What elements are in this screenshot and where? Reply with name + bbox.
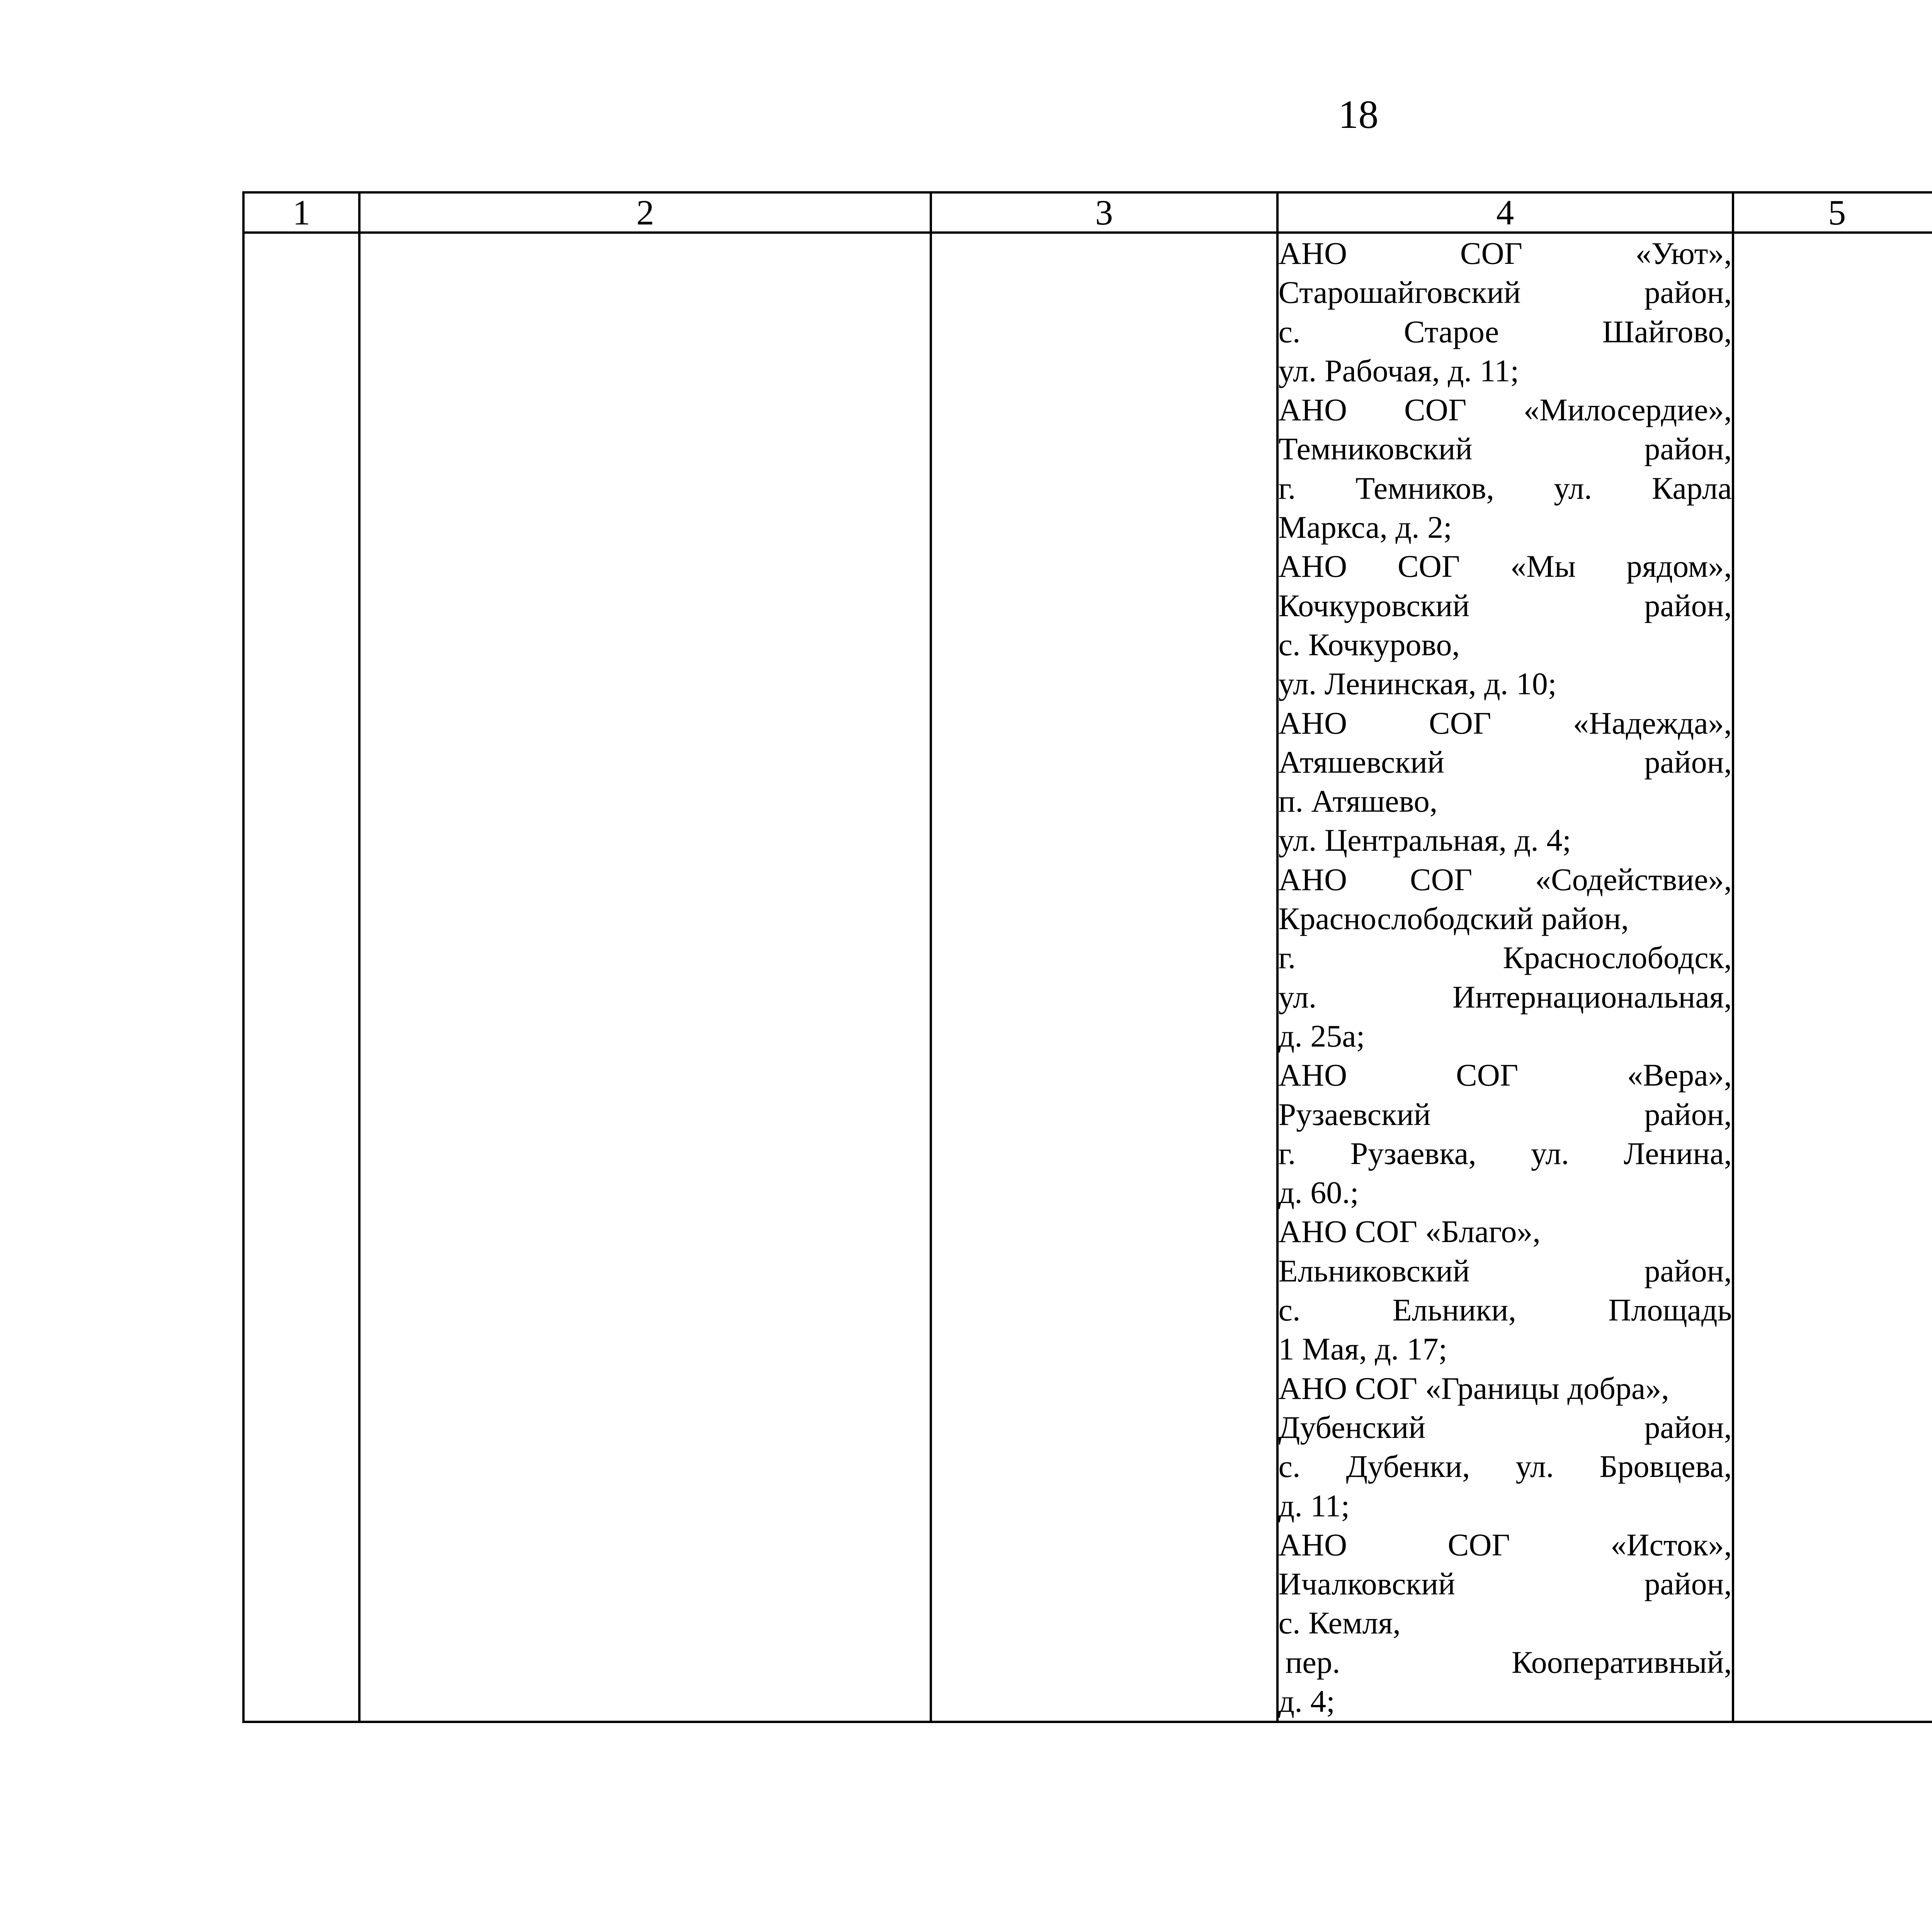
column-number-row [243,192,1932,233]
org-line: с. Старое Шайгово, [1278,314,1732,349]
cell-col-1 [243,233,359,1722]
org-line: г. Краснослободск, [1278,940,1732,975]
org-line: ул. Ленинская, д. 10; [1278,666,1557,702]
org-line: с. Кемля, [1278,1605,1401,1641]
org-line: 1 Мая, д. 17; [1278,1331,1447,1367]
org-line: д. 11; [1278,1488,1350,1523]
org-line: д. 25а; [1278,1018,1365,1054]
org-line: ул. Центральная, д. 4; [1278,823,1571,858]
org-line: с. Ельники, Площадь [1278,1292,1732,1328]
cell-col-3 [931,233,1277,1722]
org-line: Маркса, д. 2; [1278,510,1452,545]
org-line: Ичалковский район, [1278,1566,1732,1602]
column-header-3: 3 [931,192,1277,233]
org-line: пер. Кооперативный, [1285,1644,1732,1680]
column-header-2: 2 [359,192,931,233]
org-line: п. Атяшево, [1278,783,1438,819]
organization-list-cell [1277,233,1733,1722]
org-line: АНО СОГ «Содействие», [1278,862,1732,897]
org-line: Кочкуровский район, [1278,588,1732,623]
org-line: Дубенский район, [1278,1409,1732,1445]
org-line: с. Дубенки, ул. Бровцева, [1278,1449,1732,1484]
org-line: Ельниковский район, [1278,1253,1732,1288]
org-line: АНО СОГ «Границы добра», [1278,1370,1669,1406]
org-line: АНО СОГ «Вера», [1278,1057,1732,1093]
org-line: д. 60.; [1278,1175,1359,1210]
org-line: Рузаевский район, [1278,1096,1732,1132]
org-line: ул. Интернациональная, [1278,979,1732,1015]
org-line: Темниковский район, [1278,431,1732,467]
org-line: АНО СОГ «Мы рядом», [1278,549,1732,584]
org-line: г. Рузаевка, ул. Ленина, [1278,1135,1732,1171]
cell-col-2 [359,233,931,1722]
org-line: г. Темников, ул. Карла [1278,470,1732,506]
org-line: АНО СОГ «Милосердие», [1278,392,1732,428]
document-table [242,191,1932,1723]
table-row [243,233,1932,1722]
org-line: Старошайговский район, [1278,275,1732,310]
org-line: АНО СОГ «Надежда», [1278,705,1732,741]
org-line: Краснослободский район, [1278,901,1629,936]
org-line: д. 4; [1278,1683,1335,1719]
org-line: АНО СОГ «Уют», [1278,236,1732,271]
org-line: АНО СОГ «Исток», [1278,1527,1732,1562]
column-header-1: 1 [243,192,359,233]
column-header-5: 5 [1733,192,1932,233]
org-line: АНО СОГ «Благо», [1278,1214,1541,1249]
org-line: ул. Рабочая, д. 11; [1278,353,1519,388]
cell-col-5 [1733,233,1932,1722]
page-number: 18 [1338,92,1379,137]
column-header-4: 4 [1277,192,1733,233]
org-line: Атяшевский район, [1278,744,1732,780]
org-line: с. Кочкурово, [1278,627,1460,662]
